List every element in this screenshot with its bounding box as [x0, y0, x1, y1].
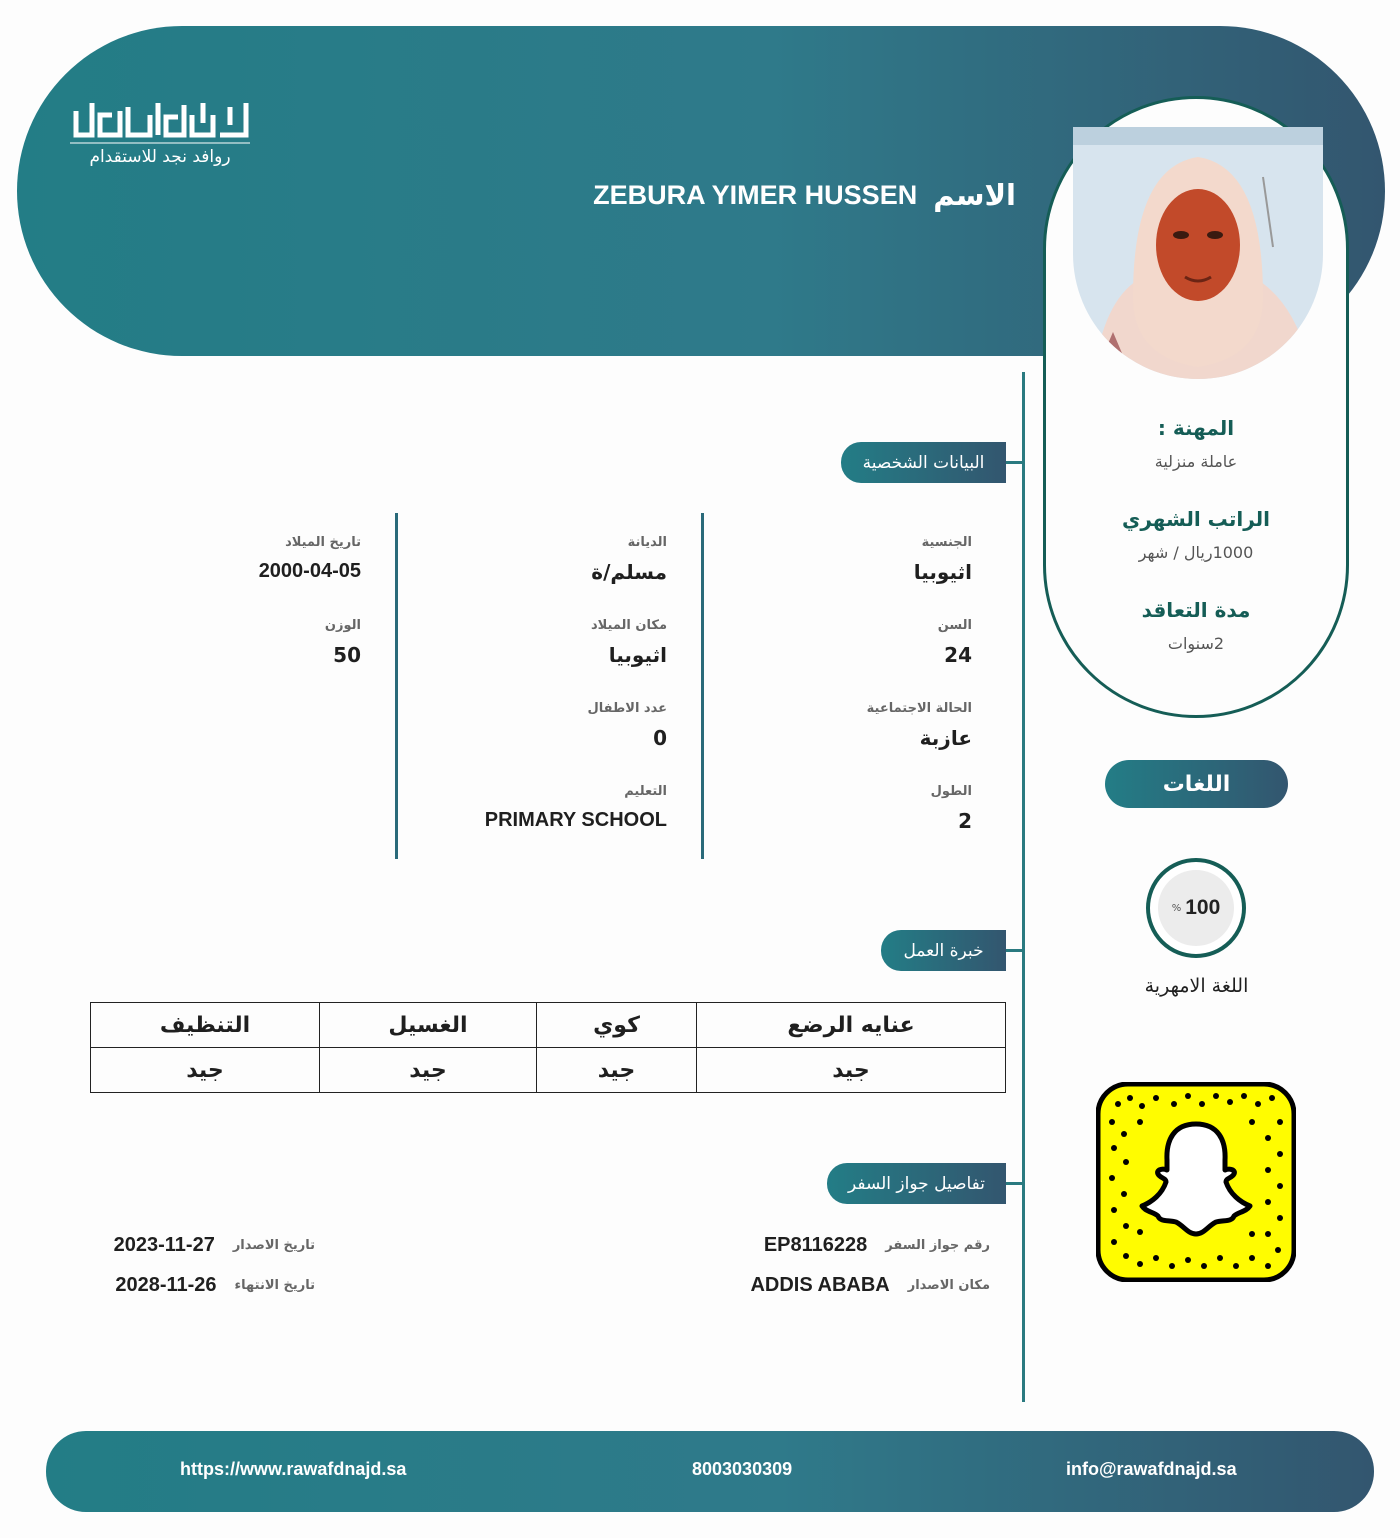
table-cell: جيد — [537, 1048, 697, 1093]
passport-expiry-value: 2028-11-26 — [115, 1274, 217, 1296]
section-passport: تفاصيل جواز السفر — [827, 1163, 1006, 1204]
birthplace-label: مكان الميلاد — [590, 618, 667, 633]
salary-value: 1000ريال / شهر — [1138, 543, 1254, 562]
timeline-divider — [1022, 372, 1025, 1402]
field-education — [485, 784, 667, 832]
table-row — [91, 1003, 1006, 1048]
footer-email-link[interactable]: info@rawafdnajd.sa — [1066, 1459, 1237, 1479]
passport-number-value: EP8116228 — [763, 1234, 868, 1256]
table-cell: جيد — [91, 1048, 320, 1093]
percent-value: 100 — [1185, 896, 1221, 919]
profession-label: المهنة : — [1157, 416, 1235, 440]
snapcode-icon[interactable] — [1096, 1082, 1296, 1282]
education-value: PRIMARY SCHOOL — [484, 809, 667, 831]
nationality-label: الجنسية — [921, 535, 972, 550]
passport-place-row — [750, 1274, 990, 1297]
age-value: 24 — [944, 643, 972, 667]
percent-unit: % — [1171, 902, 1182, 914]
table-header-cell: الغسيل — [320, 1003, 537, 1048]
section-connector — [1006, 1182, 1023, 1185]
language-name: اللغة الامهرية — [1144, 975, 1249, 997]
birthplace-value: اثيوبيا — [608, 643, 667, 667]
nationality-value: اثيوبيا — [913, 560, 972, 584]
marital-value: عازبة — [919, 726, 972, 750]
contract-value: 2سنوات — [1167, 634, 1225, 653]
brand-tagline: روافد نجد للاستقدام — [89, 147, 231, 167]
field-birthplace — [591, 618, 667, 667]
section-personal: البيانات الشخصية — [841, 442, 1006, 483]
section-experience: خبرة العمل — [881, 930, 1006, 971]
column-divider — [701, 513, 704, 859]
passport-number-label: رقم جواز السفر — [885, 1238, 990, 1253]
name-label: الاسم — [933, 178, 1016, 212]
passport-place-label: مكان الاصدار — [907, 1278, 990, 1293]
photo-portrait-icon — [1073, 127, 1323, 379]
field-religion — [591, 535, 667, 584]
dob-value: 2000-04-05 — [258, 560, 361, 582]
candidate-name-row — [593, 178, 1016, 212]
field-weight — [325, 618, 361, 667]
passport-number-row — [764, 1234, 990, 1257]
education-label: التعليم — [624, 784, 667, 799]
field-children — [588, 701, 668, 750]
passport-issue-label: تاريخ الاصدار — [232, 1238, 315, 1253]
marital-label: الحالة الاجتماعية — [866, 701, 972, 716]
weight-value: 50 — [333, 643, 361, 667]
contract-label: مدة التعاقد — [1141, 598, 1251, 622]
field-dob — [259, 535, 361, 583]
passport-issue-row — [114, 1234, 315, 1257]
field-age — [938, 618, 972, 667]
table-row — [91, 1048, 1006, 1093]
salary-label: الراتب الشهري — [1122, 507, 1270, 531]
candidate-name: ZEBURA YIMER HUSSEN — [593, 179, 918, 210]
children-value: 0 — [653, 726, 667, 750]
language-percent — [1158, 870, 1234, 946]
language-percent-ring — [1146, 858, 1246, 958]
languages-title: اللغات — [1105, 760, 1288, 808]
height-label: الطول — [930, 784, 972, 799]
column-divider — [395, 513, 398, 859]
section-connector — [1006, 461, 1023, 464]
children-label: عدد الاطفال — [587, 701, 667, 716]
footer-website-link[interactable]: https://www.rawafdnajd.sa — [180, 1459, 407, 1479]
table-cell: جيد — [320, 1048, 537, 1093]
passport-issue-value: 2023-11-27 — [113, 1234, 215, 1256]
passport-expiry-row — [115, 1274, 315, 1297]
candidate-photo — [1073, 127, 1323, 379]
experience-table — [90, 1002, 1006, 1093]
weight-label: الوزن — [324, 618, 361, 633]
height-value: 2 — [958, 809, 972, 833]
dob-label: تاريخ الميلاد — [285, 535, 361, 550]
table-cell: جيد — [697, 1048, 1006, 1093]
table-header-cell: التنظيف — [91, 1003, 320, 1048]
passport-place-value: ADDIS ABABA — [750, 1274, 890, 1296]
religion-label: الديانة — [627, 535, 667, 550]
field-marital — [867, 701, 972, 750]
section-connector — [1006, 949, 1023, 952]
age-label: السن — [937, 618, 972, 633]
footer-phone[interactable]: 8003030309 — [692, 1459, 793, 1479]
religion-value: مسلم/ة — [591, 560, 667, 584]
passport-expiry-label: تاريخ الانتهاء — [234, 1278, 315, 1293]
field-height — [931, 784, 972, 833]
table-header-cell: كوي — [537, 1003, 697, 1048]
field-nationality — [914, 535, 972, 584]
table-header-cell: عنايه الرضع — [697, 1003, 1006, 1048]
profession-value: عاملة منزلية — [1154, 452, 1238, 471]
